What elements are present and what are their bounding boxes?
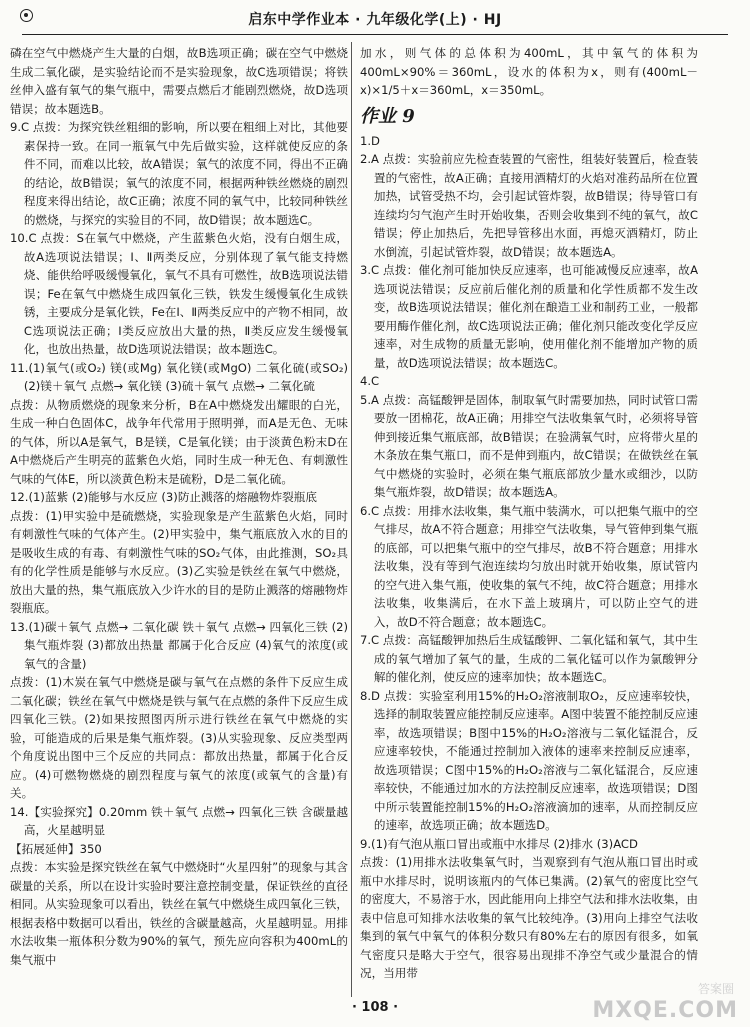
extension-label: 【拓展延伸】350 <box>10 841 102 856</box>
answer-item-10: 10.C 点拨：S在氧气中燃烧，产生蓝紫色火焰，没有白烟生成，故A选项说法错误；Ⅰ、Ⅱ两类反应，分别体现了氧气能支持燃烧、能供给呼吸缓慢氧化，氧气不具有可燃性，故B选项说法错误；Fe在氧气中燃烧生成四氧化三铁，铁发生缓慢氧化生成铁锈，主要成分是氧化铁，Fe在Ⅰ、Ⅱ两类反应中的产物不相同，故C选项说法正确；Ⅰ类反应放出大量的热，Ⅱ类反应发生缓慢氧化，也放出热量，故D选项说法错误；故本题选C。 <box>10 231 348 356</box>
explanation-14: 点拨：本实验是探究铁丝在氧气中燃烧时“火星四射”的现象与其含碳量的关系，所以在设计实验时要注意控制变量，保证铁丝的直径相同。从实验现象可以看出，铁丝在氧气中燃烧生成四氧化三铁，根据表格中数据可以看出，铁丝的含碳量越高，火星越明显。用排水法收集一瓶体积分数为90%的氧气，预先应向容积为400mL的集气瓶中 <box>10 860 348 967</box>
answer-item-8: 8.D 点拨：实验室利用15%的H₂O₂溶液制取O₂，反应速率较快，选择的制取装置应能控制反应速率。A图中装置不能控制反应速率，故选项错误；B图中15%的H₂O₂溶液与二氧化锰混合，反应速率较快，不能通过控制加入液体的速率来控制反应速率，故选项错误；C图中15%的H₂O₂溶液与二氧化锰混合，反应速率较快，不能通过加水的方法控制反应速率，故选项错误；D图中所示装置能控制15%的H₂O₂溶液滴加的速率，从而控制反应的速率，故选项正确；故本题选D。 <box>360 688 698 832</box>
page-header-title: 启东中学作业本 · 九年级化学(上) · HJ <box>248 12 502 28</box>
right-column <box>360 44 698 983</box>
paragraph: 磷在空气中燃烧产生大量的白烟，故B选项正确；碳在空气中燃烧生成二氧化碳，是实验结论而不是实验现象，故C选项错误；将铁丝伸入盛有氧气的集气瓶中，需要点燃后才能剧烈燃烧，故D选项错误；故本题选B。 <box>10 46 348 116</box>
explanation-12: 点拨：(1)甲实验中是硫燃烧，实验现象是产生蓝紫色火焰，同时有刺激性气味的气体产生。(2)甲实验中，集气瓶底放入水的目的是吸收生成的有毒、有刺激性气味的SO₂气体，由此推测，SO₂具有的化学性质是能够与水反应。(3)乙实验是铁丝在氧气中燃烧，放出大量的热，集气瓶底放入少许水的目的是防止溅落的熔融物炸裂瓶底。 <box>10 508 348 615</box>
left-column <box>10 44 348 969</box>
page-number: · 108 · <box>351 1000 399 1015</box>
explanation-9: 点拨：(1)用排水法收集氧气时，当观察到有气泡从瓶口冒出时或瓶中水排尽时，说明该瓶内的气体已集满。(2)氧气的密度比空气的密度大，不易溶于水，因此能用向上排空气法和排水法收集，由表中信息可知排水法收集的氧气比较纯净。(3)用向上排空气法收集到的氧气中氧气的体积分数只有80%左右的原因有很多，如氧气密度只是略大于空气，很容易出现排不净空气或少量混合的情况，当用带 <box>360 855 698 980</box>
watermark-text: MXQE.COM <box>592 998 738 1023</box>
answer-item-7: 7.C 点拨：高锰酸钾加热后生成锰酸钾、二氧化锰和氧气，其中生成的氧气增加了氧气的量，生成的二氧化锰可以作为氯酸钾分解的催化剂，使反应的速率加快；故本题选C。 <box>360 633 698 684</box>
section-heading: 作业 9 <box>360 105 415 127</box>
answer-item-13: 13.(1)碳＋氧气 点燃→ 二氧化碳 铁＋氧气 点燃→ 四氧化三铁 (2)集气瓶炸裂 (3)都放出热量 都属于化合反应 (4)氧气的浓度(或氧气的含量) <box>10 619 348 671</box>
column-divider <box>351 42 352 997</box>
header-rule <box>22 34 728 35</box>
explanation-13: 点拨：(1)木炭在氧气中燃烧是碳与氧气在点燃的条件下反应生成二氧化碳；铁丝在氧气中燃烧是铁与氧气在点燃的条件下反应生成四氧化三铁。(2)如果按照图丙所示进行铁丝在氧气中燃烧的实验，可能造成的后果是集气瓶炸裂。(3)从实验现象、反应类型两个角度说出图中三个反应的共同点：都放出热量，都属于化合反应。(4)可燃物燃烧的剧烈程度与氧气的浓度(或氧气的含量)有关。 <box>10 675 348 800</box>
page-header <box>0 0 750 38</box>
answer-item-12: 12.(1)蓝紫 (2)能够与水反应 (3)防止溅落的熔融物炸裂瓶底 <box>10 490 317 504</box>
answer-item-4: 4.C <box>360 374 380 388</box>
answer-item-5: 5.A 点拨：高锰酸钾是固体，制取氧气时需要加热，同时试管口需要放一团棉花，故A正确；用排空气法收集氧气时，必须将导管伸到接近集气瓶底部，故B错误；在验满氧气时，应将带火星的木条放在集气瓶口，而不是伸到瓶内，故C错误；在做铁丝在氧气中燃烧的实验时，必须在集气瓶底部放少量水或细沙，以防集气瓶炸裂，故D错误；故本题选A。 <box>360 392 698 499</box>
answer-item-2: 2.A 点拨：实验前应先检查装置的气密性，组装好装置后，检查装置的气密性，故A正确；直接用酒精灯的火焰对准药品所在位置加热，试管受热不均，会引起试管炸裂，故B错误；待导管口有连续均匀气泡产生时开始收集，否则会收集到不纯的氧气，故C错误；停止加热后，先把导管移出水面，再熄灭酒精灯，防止水倒流，引起试管炸裂，故D错误；故本题选A。 <box>360 152 698 259</box>
paragraph-continued: 加水，则气体的总体积为400mL，其中氧气的体积为400mL×90%＝360mL，设水的体积为x，则有(400mL－x)×1/5＋x＝360mL，x＝350mL。 <box>360 46 698 97</box>
answer-item-14: 14.【实验探究】0.20mm 铁＋氧气 点燃→ 四氧化三铁 含碳量越高，火星越明显 <box>10 804 348 837</box>
explanation-11: 点拨：从物质燃烧的现象来分析，B在A中燃烧发出耀眼的白光，生成一种白色固体C，战争年代常用于照明弹，而A是无色、无味的气体，所以A是氧气，B是镁，C是氧化镁；由于淡黄色粉末D在A中燃烧后产生明亮的蓝紫色火焰，同时生成一种无色、有刺激性气味的气体E，所以淡黄色粉末是硫粉，D是二氧化硫。 <box>10 397 348 486</box>
answer-item-9: 9.C 点拨：为探究铁丝粗细的影响，所以要在粗细上对比，其他要素保持一致。在同一瓶氧气中先后做实验，这样就使反应的条件不同，而难以比较，故A错误；氧气的浓度不同，得出不正确的结论，故B错误；氧气的浓度不同，根据两种铁丝燃烧的剧烈程度来得出结论，故C正确；浓度不同的氧气中，比较同种铁丝的燃烧，与探究的实验目的不同，故D错误；故本题选C。 <box>10 120 348 227</box>
answer-item-3: 3.C 点拨：催化剂可能加快反应速率，也可能减慢反应速率，故A选项说法错误；反应前后催化剂的质量和化学性质都不发生改变，故B选项说法错误；催化剂在酿造工业和制药工业，一般都要用酶作催化剂，故C选项说法正确；催化剂只能改变化学反应速率，对生成物的质量无影响，使用催化剂不能增加产物的质量，故D选项说法错误；故本题选C。 <box>360 263 698 370</box>
answer-item-1: 1.D <box>360 133 380 148</box>
answer-item-11: 11.(1)氧气(或O₂) 镁(或Mg) 氧化镁(或MgO) 二氧化硫(或SO₂) (2)镁＋氧气 点燃→ 氧化镁 (3)硫＋氧气 点燃→ 二氧化硫 <box>10 360 348 393</box>
answer-item-9: 9.(1)有气泡从瓶口冒出或瓶中水排尽 (2)排水 (3)ACD <box>360 836 638 851</box>
watermark-top-text: 答案圈 <box>697 982 734 996</box>
answer-item-6: 6.C 点拨：用排水法收集，集气瓶中装满水，可以把集气瓶中的空气排尽，故A不符合题意；用排空气法收集，导气管伸到集气瓶的底部，可以把集气瓶中的空气排尽，故B不符合题意；用排水法收集，没有等到气泡连续均匀放出时就开始收集，原试管内的空气进入集气瓶，使收集的氧气不纯，故C符合题意；用排水法收集，收集满后，在水下盖上玻璃片，可以防止空气的进入，故D不符合题意；故本题选C。 <box>360 503 698 629</box>
